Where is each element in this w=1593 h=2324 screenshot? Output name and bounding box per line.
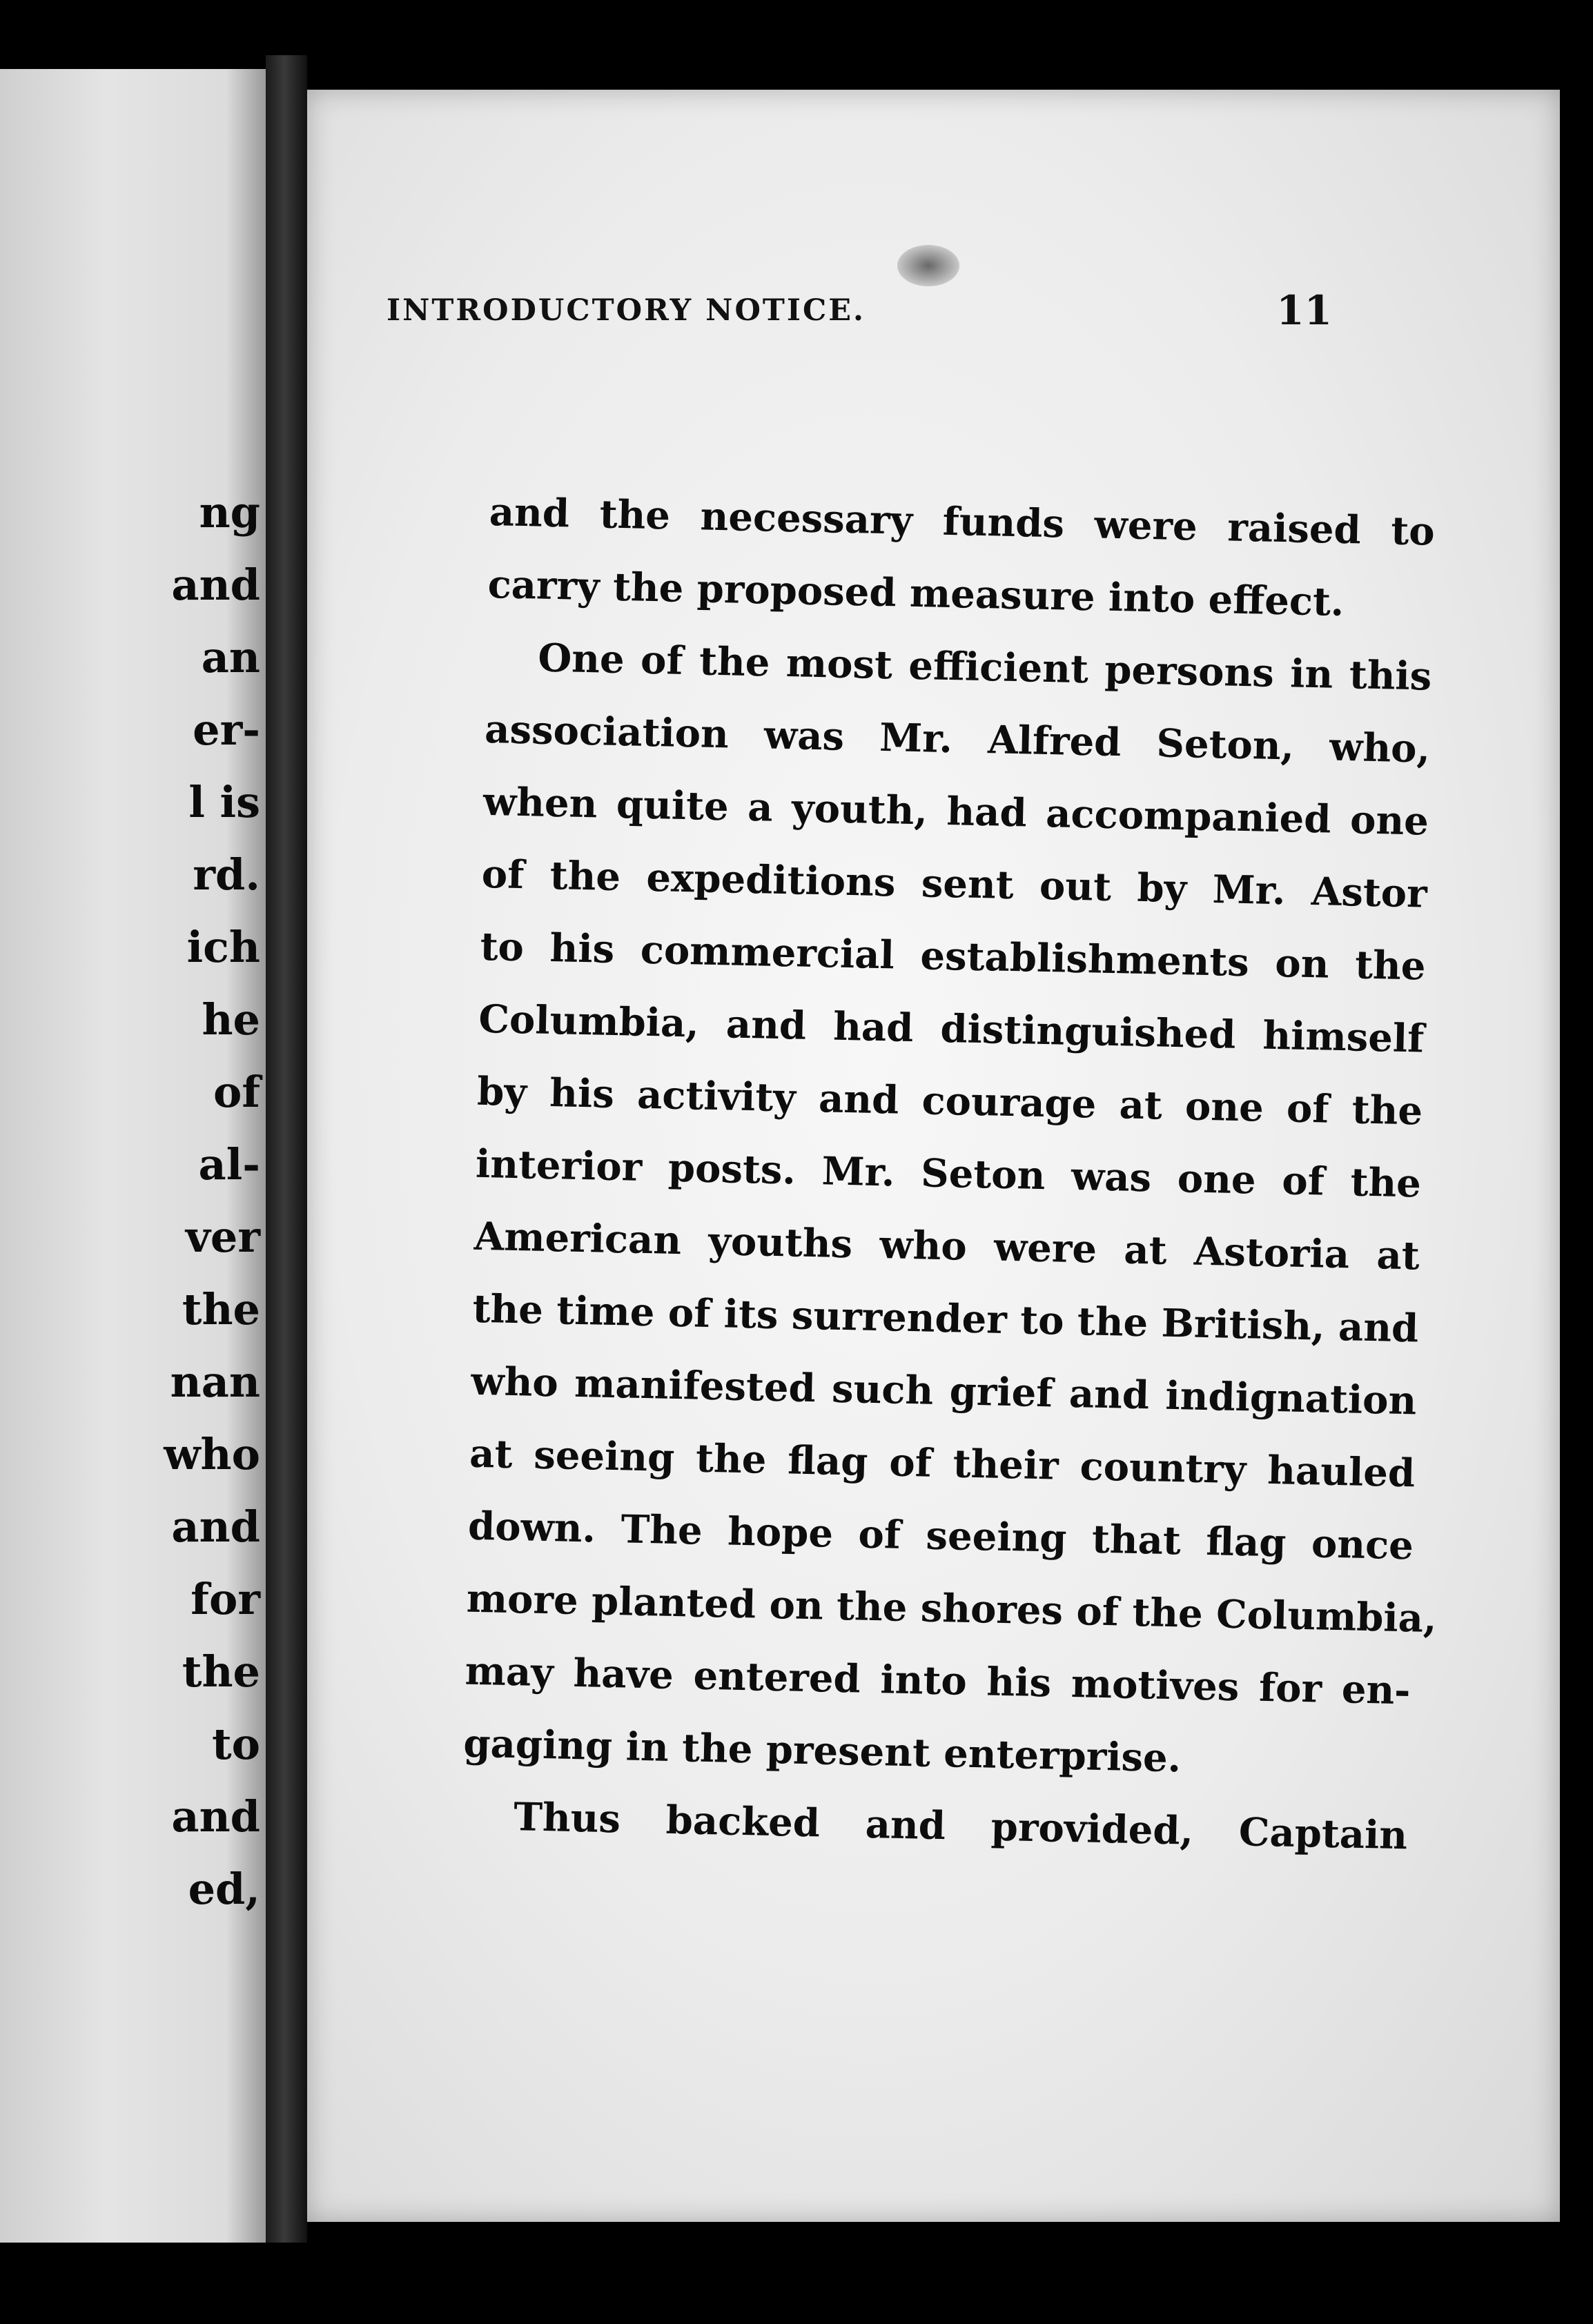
text-fragment: the — [182, 1646, 260, 1697]
text-fragment: and — [171, 560, 260, 610]
text-fragment: ng — [199, 487, 260, 538]
text-line: by his activity and courage at one of the — [476, 1068, 1423, 1134]
text-fragment: he — [202, 994, 260, 1045]
text-fragment: al- — [198, 1139, 260, 1190]
text-line: down. The hope of seeing that flag once — [467, 1503, 1414, 1569]
text-fragment: and — [171, 1501, 260, 1552]
text-fragment: rd. — [193, 849, 260, 900]
text-fragment: of — [213, 1067, 260, 1117]
text-fragment: ver — [185, 1212, 260, 1262]
text-fragment: an — [201, 632, 260, 682]
text-line: and the necessary funds were raised to — [489, 489, 1436, 555]
text-line: when quite a youth, had accompanied one — [482, 778, 1429, 845]
book-gutter — [266, 55, 307, 2243]
text-line: to his commercial establishments on the — [480, 923, 1427, 989]
text-fragment: the — [182, 1284, 260, 1335]
text-line: One of the most efficient persons in this — [537, 635, 1432, 700]
running-head — [387, 286, 1332, 335]
ink-smudge — [897, 245, 959, 286]
text-line: who manifested such grief and indignation — [470, 1358, 1417, 1424]
text-line: carry the proposed measure into effect. — [487, 561, 1345, 625]
text-fragment: who — [164, 1429, 260, 1479]
text-line: more planted on the shores of the Columbia, — [466, 1575, 1438, 1642]
text-line: interior posts. Mr. Seton was one of the — [475, 1141, 1422, 1207]
text-fragment: ed, — [188, 1864, 260, 1914]
running-title: INTRODUCTORY NOTICE. — [387, 293, 866, 328]
text-fragment: ich — [186, 922, 260, 972]
previous-page — [0, 69, 266, 2243]
text-fragment: l is — [188, 777, 260, 827]
text-line: may have entered into his motives for en- — [465, 1648, 1411, 1714]
text-line: association was Mr. Alfred Seton, who, — [484, 706, 1431, 772]
previous-page-text — [122, 476, 260, 1925]
text-line: Columbia, and had distinguished himself — [478, 996, 1425, 1062]
text-line: American youths who were at Astoria at — [473, 1213, 1420, 1279]
page-number: 11 — [1276, 287, 1332, 334]
text-line: at seeing the flag of their country hauled — [469, 1430, 1416, 1497]
text-fragment: nan — [170, 1357, 260, 1407]
text-line: of the expeditions sent out by Mr. Astor — [481, 851, 1428, 917]
text-fragment: for — [190, 1574, 260, 1624]
text-line: gaging in the present enterprise. — [462, 1720, 1182, 1782]
text-fragment: and — [171, 1791, 260, 1842]
body-text — [461, 476, 1438, 1872]
text-fragment: to — [212, 1719, 260, 1769]
text-fragment: er- — [193, 705, 260, 755]
text-line: the time of its surrender to the British, and — [472, 1286, 1419, 1352]
text-line: Thus backed and provided, Captain — [513, 1794, 1408, 1859]
